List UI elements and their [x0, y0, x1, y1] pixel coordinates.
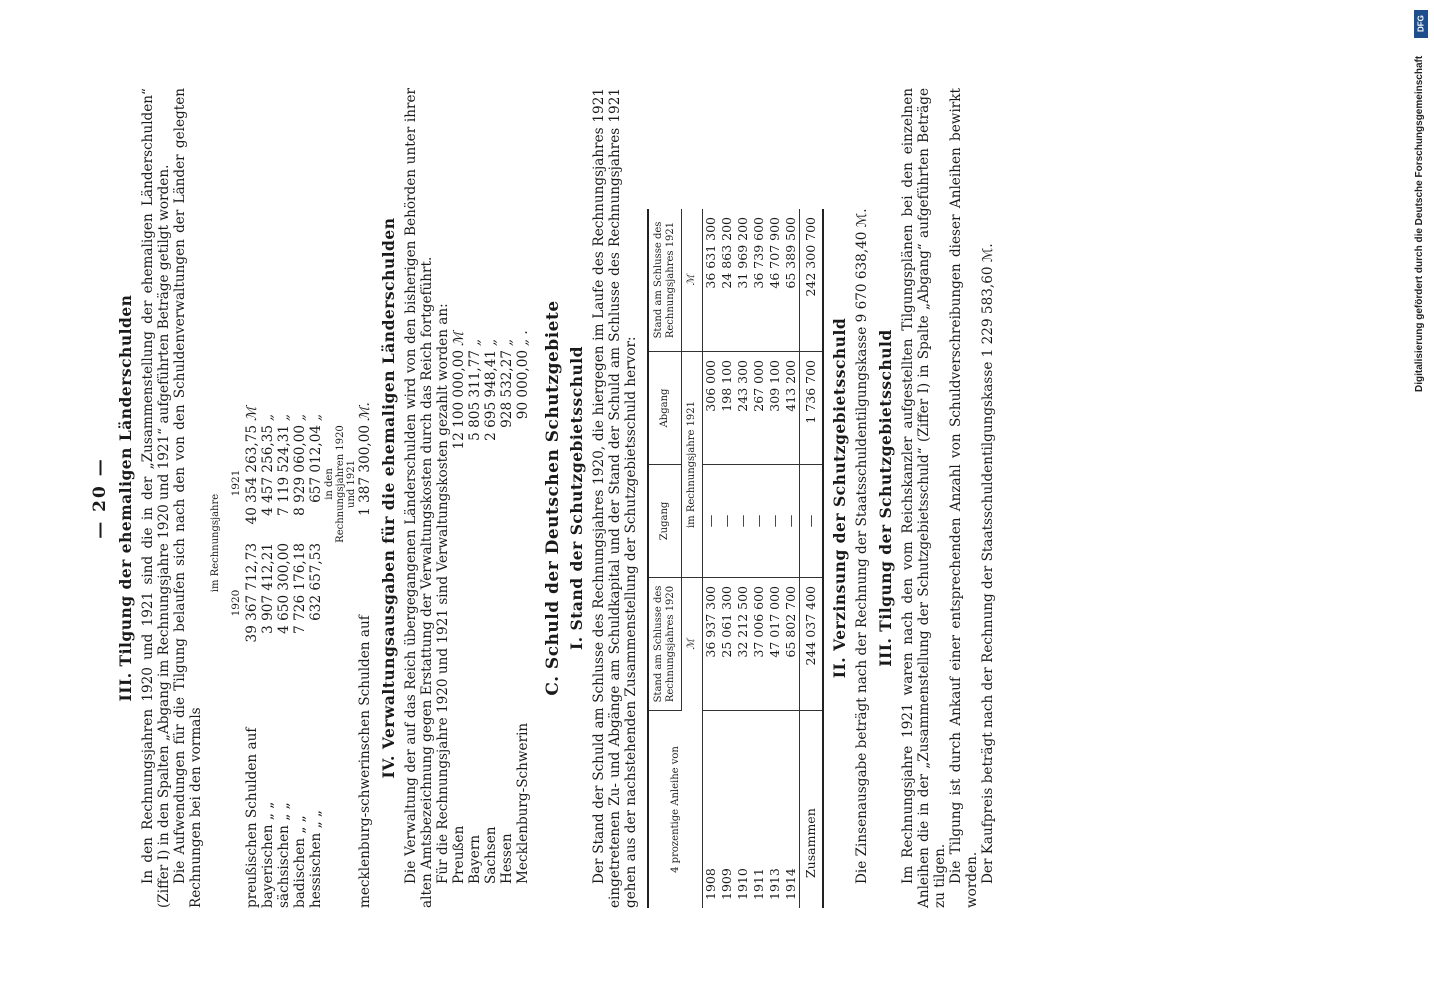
payment-row: Sachsen 2 695 948,41 „ — [483, 338, 499, 884]
sum-abgang: 1 736 700 — [800, 352, 824, 465]
header-loan: 4 prozentige Anleihe von — [648, 711, 703, 909]
debt-table-header — [648, 209, 682, 908]
section-c1-title: I. Stand der Schutzgebietsschuld — [567, 346, 586, 650]
section-4-paragraph-1: Die Verwaltung der auf das Reich übergegangenen Länderschulden wird von den bisherigen Behörden unter ihrer alten Amtsbezeichnung gegen Erstattung der Verwaltungskosten durch das Reich fortgeführt. — [403, 88, 435, 908]
dfg-credit-text: Digitalisierung gefördert durch die Deutsche Forschungsgemeinschaft — [1414, 55, 1425, 392]
page-content — [92, 88, 996, 908]
section-c3-paragraph-1: Im Rechnungsjahre 1921 waren nach den vom Reichskanzler aufgestellten Tilgungsplänen bei den einzelnen Anleihen die in der „Zusammenstellung der Schutzgebietsschuld“ (Ziffer I) in Spalte „Abgang“ aufgeführten Beträge zu tilgen. — [900, 88, 948, 908]
amount-col-1921: 1921 — [230, 469, 242, 497]
section-c3-paragraph-2: Die Tilgung ist durch Ankauf einer entsprechenden Anzahl von Schuldverschreibungen dieser Anleihen bewirkt worden. — [948, 88, 980, 908]
table-sum-row — [800, 209, 824, 908]
header-stand-1920: Stand am Schlusse des Rechnungsjahres 1920 — [648, 578, 682, 711]
debt-table — [647, 209, 824, 908]
section-c2-title: II. Verzinsung der Schutzgebietsschuld — [830, 317, 849, 679]
section-4-paragraph-2: Für die Rechnungsjahre 1920 und 1921 sind Verwaltungskosten gezahlt worden an: — [435, 303, 451, 884]
table-row: 1910 32 212 500 — 243 300 31 969 200 — [735, 209, 751, 908]
amount-table-years — [228, 88, 244, 908]
sum-stand-1921: 242 300 700 — [800, 209, 824, 352]
amount-row: sächsischen „ „ 4 650 300,00 7 119 524,31 „ — [276, 413, 292, 908]
amount-table-header — [208, 88, 224, 908]
header-stand-1921: Stand am Schlusse des Rechnungsjahres 1921 — [648, 209, 682, 352]
table-row: 1909 25 061 300 — 198 100 24 863 200 — [719, 209, 735, 908]
table-row: 1908 36 937 300 — 306 000 36 631 300 — [703, 209, 720, 908]
table-row: 1913 47 017 000 — 309 100 46 707 900 — [767, 209, 783, 908]
section-c1-paragraph: Der Stand der Schuld am Schlusse des Rechnungsjahres 1920, die hiergegen im Laufe des Rechnungsjahres 1921 eingetretenen Zu- und Abgänge am Schuldkapital und der Stand der Schuld am Schlusse des Rechnungsjahres 1921 gehen aus der nachstehenden Zusammenstellung der Schutzgebietsschuld hervor: — [591, 88, 639, 908]
mecklenburg-note: in den Rechnungsjahren 1920 und 1921 — [324, 425, 357, 543]
amount-row: bayerischen „ „ 3 907 412,21 4 457 256,35 „ — [260, 413, 276, 908]
section-c3-title: III. Tilgung der Schutzgebietsschuld — [876, 329, 895, 667]
amount-row: hessischen „ „ 632 657,53 657 012,04 „ — [308, 413, 324, 908]
section-c2-paragraph: Die Zinsenausgabe beträgt nach der Rechnung der Staatsschuldentilgungskasse 9 670 638,40 ℳ. — [854, 208, 870, 884]
mecklenburg-value: 1 387 300,00 — [357, 425, 373, 516]
section-c3-paragraph-3: Der Kaufpreis beträgt nach der Rechnung der Staatsschuldentilgungskasse 1 229 583,60 ℳ. — [980, 243, 996, 884]
sum-label: Zusammen — [800, 711, 824, 909]
header-abgang: Abgang — [648, 352, 682, 465]
mecklenburg-row: mecklenburg-schwerinschen Schulden auf 1 387 300,00 ℳ. — [357, 402, 373, 908]
table-row: 1911 37 006 600 — 267 000 36 739 600 — [751, 209, 767, 908]
section-c-title: C. Schuld der Deutschen Schutzgebiete — [543, 300, 563, 696]
amount-col-group: im Rechnungsjahre — [210, 493, 221, 593]
sum-zugang: — — [800, 465, 824, 578]
section-3-paragraph-1: In den Rechnungsjahren 1920 und 1921 sind die in der „Zusammenstellung der ehemaligen Länderschulden“ (Ziffer I) in den Spalten „Abgang im Rechnungsjahre 1920 und 1921“ aufgeführten Beträge getilgt worden. — [140, 88, 172, 908]
mecklenburg-note-row — [324, 88, 357, 908]
dfg-logo: DFG — [1414, 10, 1428, 38]
sum-stand-1920: 244 037 400 — [800, 578, 824, 711]
payment-row: Bayern 5 805 311,77 „ — [467, 338, 483, 884]
amount-row: badischen „ „ 7 726 176,18 8 929 060,00 „ — [292, 413, 308, 908]
payment-row: Mecklenburg-Schwerin 90 000,00 „ . — [515, 330, 531, 884]
payment-row: Preußen 12 100 000,00 ℳ — [451, 331, 467, 884]
unit-label: ℳ — [682, 578, 703, 711]
page-number: — 20 — — [90, 457, 110, 539]
table-row: 1914 65 802 700 — 413 200 65 389 500 — [783, 209, 800, 908]
section-4-title: IV. Verwaltungsausgaben für die ehemaligen Länderschulden — [379, 217, 398, 779]
section-3-title: III. Tilgung der ehemaligen Länderschulden — [116, 294, 135, 702]
dfg-credit-strip — [1408, 0, 1434, 1000]
header-im-rechnungsjahre: im Rechnungsjahre 1921 — [682, 352, 703, 578]
header-zugang: Zugang — [648, 465, 682, 578]
mecklenburg-label: mecklenburg-schwerinschen Schulden auf — [357, 615, 373, 908]
unit-label: ℳ — [682, 209, 703, 352]
section-3-paragraph-2: Die Aufwendungen für die Tilgung belaufen sich nach den von den Schuldenverwaltungen der Länder gelegten Rechnungen bei den vormals — [172, 88, 204, 908]
payment-row: Hessen 928 532,27 „ — [499, 338, 515, 884]
amount-col-1920: 1920 — [230, 589, 242, 617]
amount-row: preußischen Schulden auf 39 367 712,73 40 354 263,75 ℳ — [244, 406, 260, 908]
